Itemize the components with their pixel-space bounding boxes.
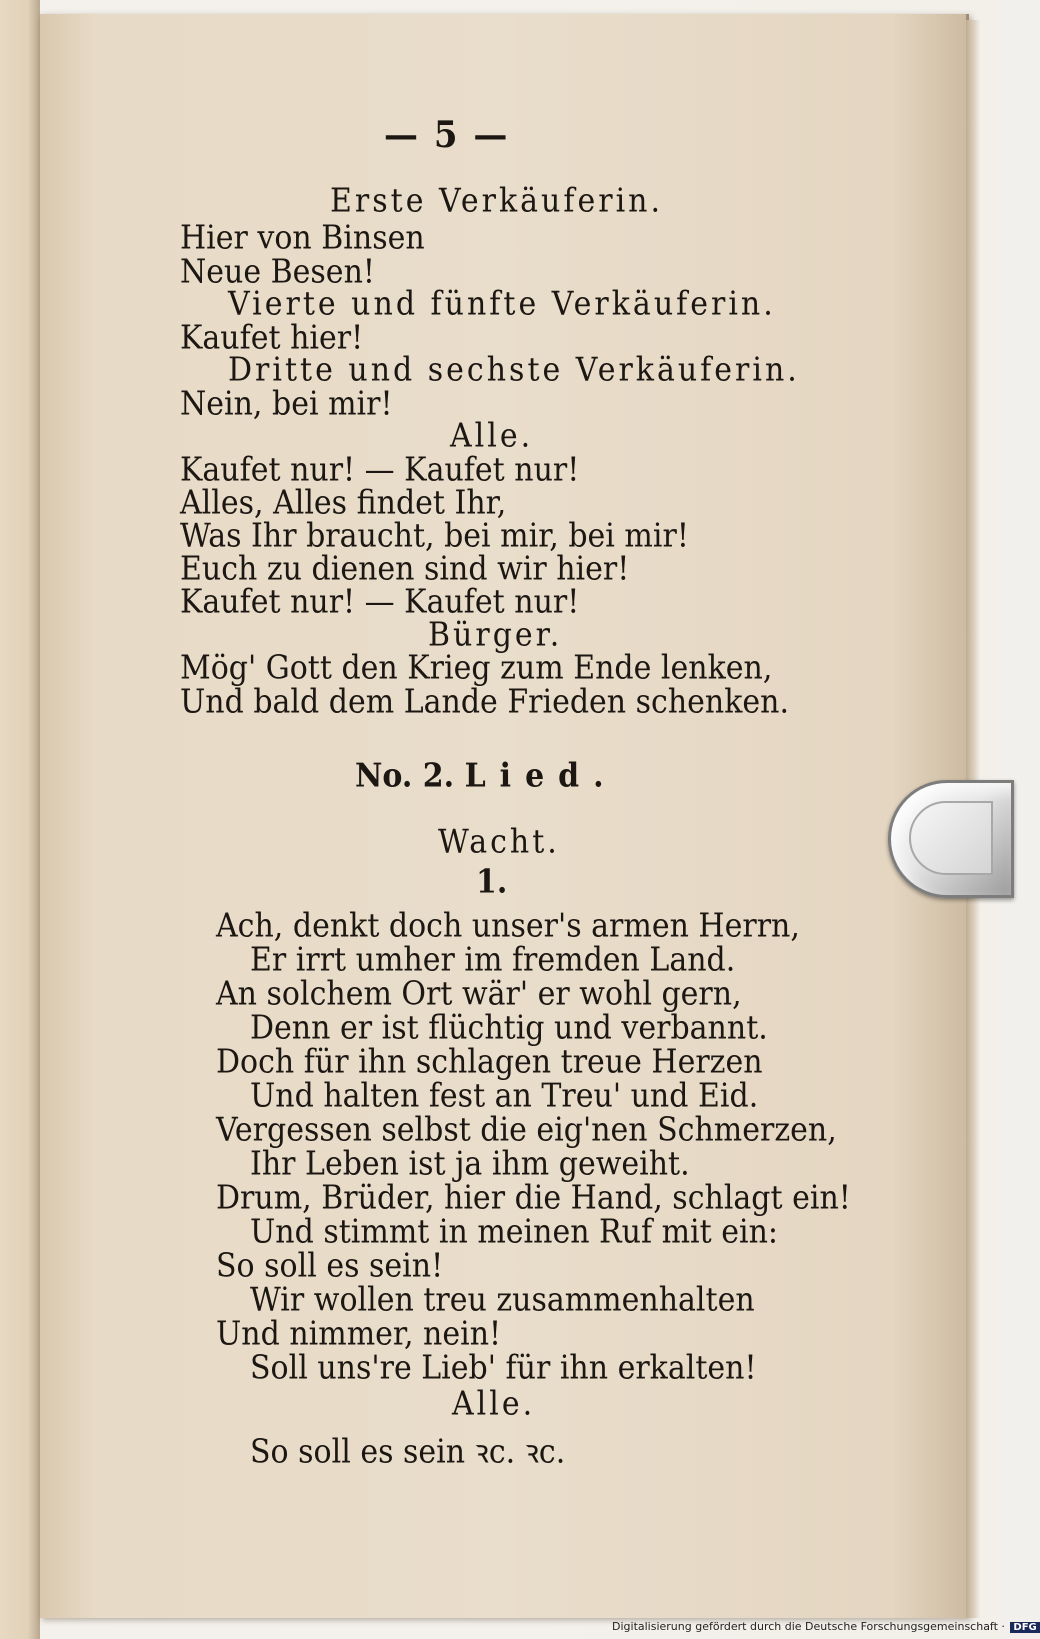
verse-line: Kaufet nur! — Kaufet nur! [180,583,580,622]
digitization-footer [612,1620,1040,1633]
page-number: — 5 — [384,113,510,157]
verse-line: Vergessen selbst die eig'nen Schmerzen, [216,1111,837,1150]
speaker-wacht: Wacht. [438,823,560,862]
song-number: No. 2. [355,757,455,796]
verse-line: Und bald dem Lande Frieden schenken. [180,683,790,722]
verse-line: Kaufet nur! — Kaufet nur! [180,451,580,490]
paper-clip-inner [909,801,993,875]
verse-line: An solchem Ort wär' er wohl gern, [216,975,742,1014]
verse-line: Und stimmt in meinen Ruf mit ein: [250,1213,779,1252]
verse-line: Wir wollen treu zusammenhalten [250,1281,755,1320]
verse-line: Und halten fest an Treu' und Eid. [250,1077,759,1116]
speaker-erste-verkaeuferin: Erste Verkäuferin. [330,182,664,221]
verse-line: Neue Besen! [180,253,375,292]
speaker-alle: Alle. [452,1385,536,1424]
verse-line: So soll es sein ꝛc. ꝛc. [250,1433,566,1472]
verse-number: 1. [476,863,508,902]
verse-line: Euch zu dienen sind wir hier! [180,550,630,589]
speaker-vierte-fuenfte: Vierte und fünfte Verkäuferin. [228,285,776,324]
verse-line: Denn er ist flüchtig und verbannt. [250,1009,768,1048]
verse-line: Nein, bei mir! [180,385,393,424]
verse-line: Hier von Binsen [180,219,425,258]
verse-line: Doch für ihn schlagen treue Herzen [216,1043,763,1082]
verse-line: Alles, Alles findet Ihr, [180,484,507,523]
verse-line: Kaufet hier! [180,319,364,358]
speaker-dritte-sechste: Dritte und sechste Verkäuferin. [228,351,800,390]
verse-line: Mög' Gott den Krieg zum Ende lenken, [180,649,773,688]
speaker-alle: Alle. [450,417,534,456]
previous-page-edge [0,0,40,1639]
verse-line: Soll uns're Lieb' für ihn erkalten! [250,1349,757,1388]
song-title: Lied. [464,757,618,796]
footer-text: Digitalisierung gefördert durch die Deutsche Forschungsgemeinschaft · [612,1620,1005,1633]
verse-line: Ihr Leben ist ja ihm geweiht. [250,1145,690,1184]
verse-line: So soll es sein! [216,1247,444,1286]
speaker-buerger: Bürger. [428,616,563,655]
paper-clip [888,780,1014,898]
verse-line: Er irrt umher im fremden Land. [250,941,736,980]
verse-line: Drum, Brüder, hier die Hand, schlagt ein! [216,1179,851,1218]
song-heading [355,759,618,796]
dfg-logo: DFG [1010,1622,1039,1633]
verse-line: Was Ihr braucht, bei mir, bei mir! [180,517,689,556]
verse-line: Ach, denkt doch unser's armen Herrn, [216,907,800,946]
verse-line: Und nimmer, nein! [216,1315,502,1354]
